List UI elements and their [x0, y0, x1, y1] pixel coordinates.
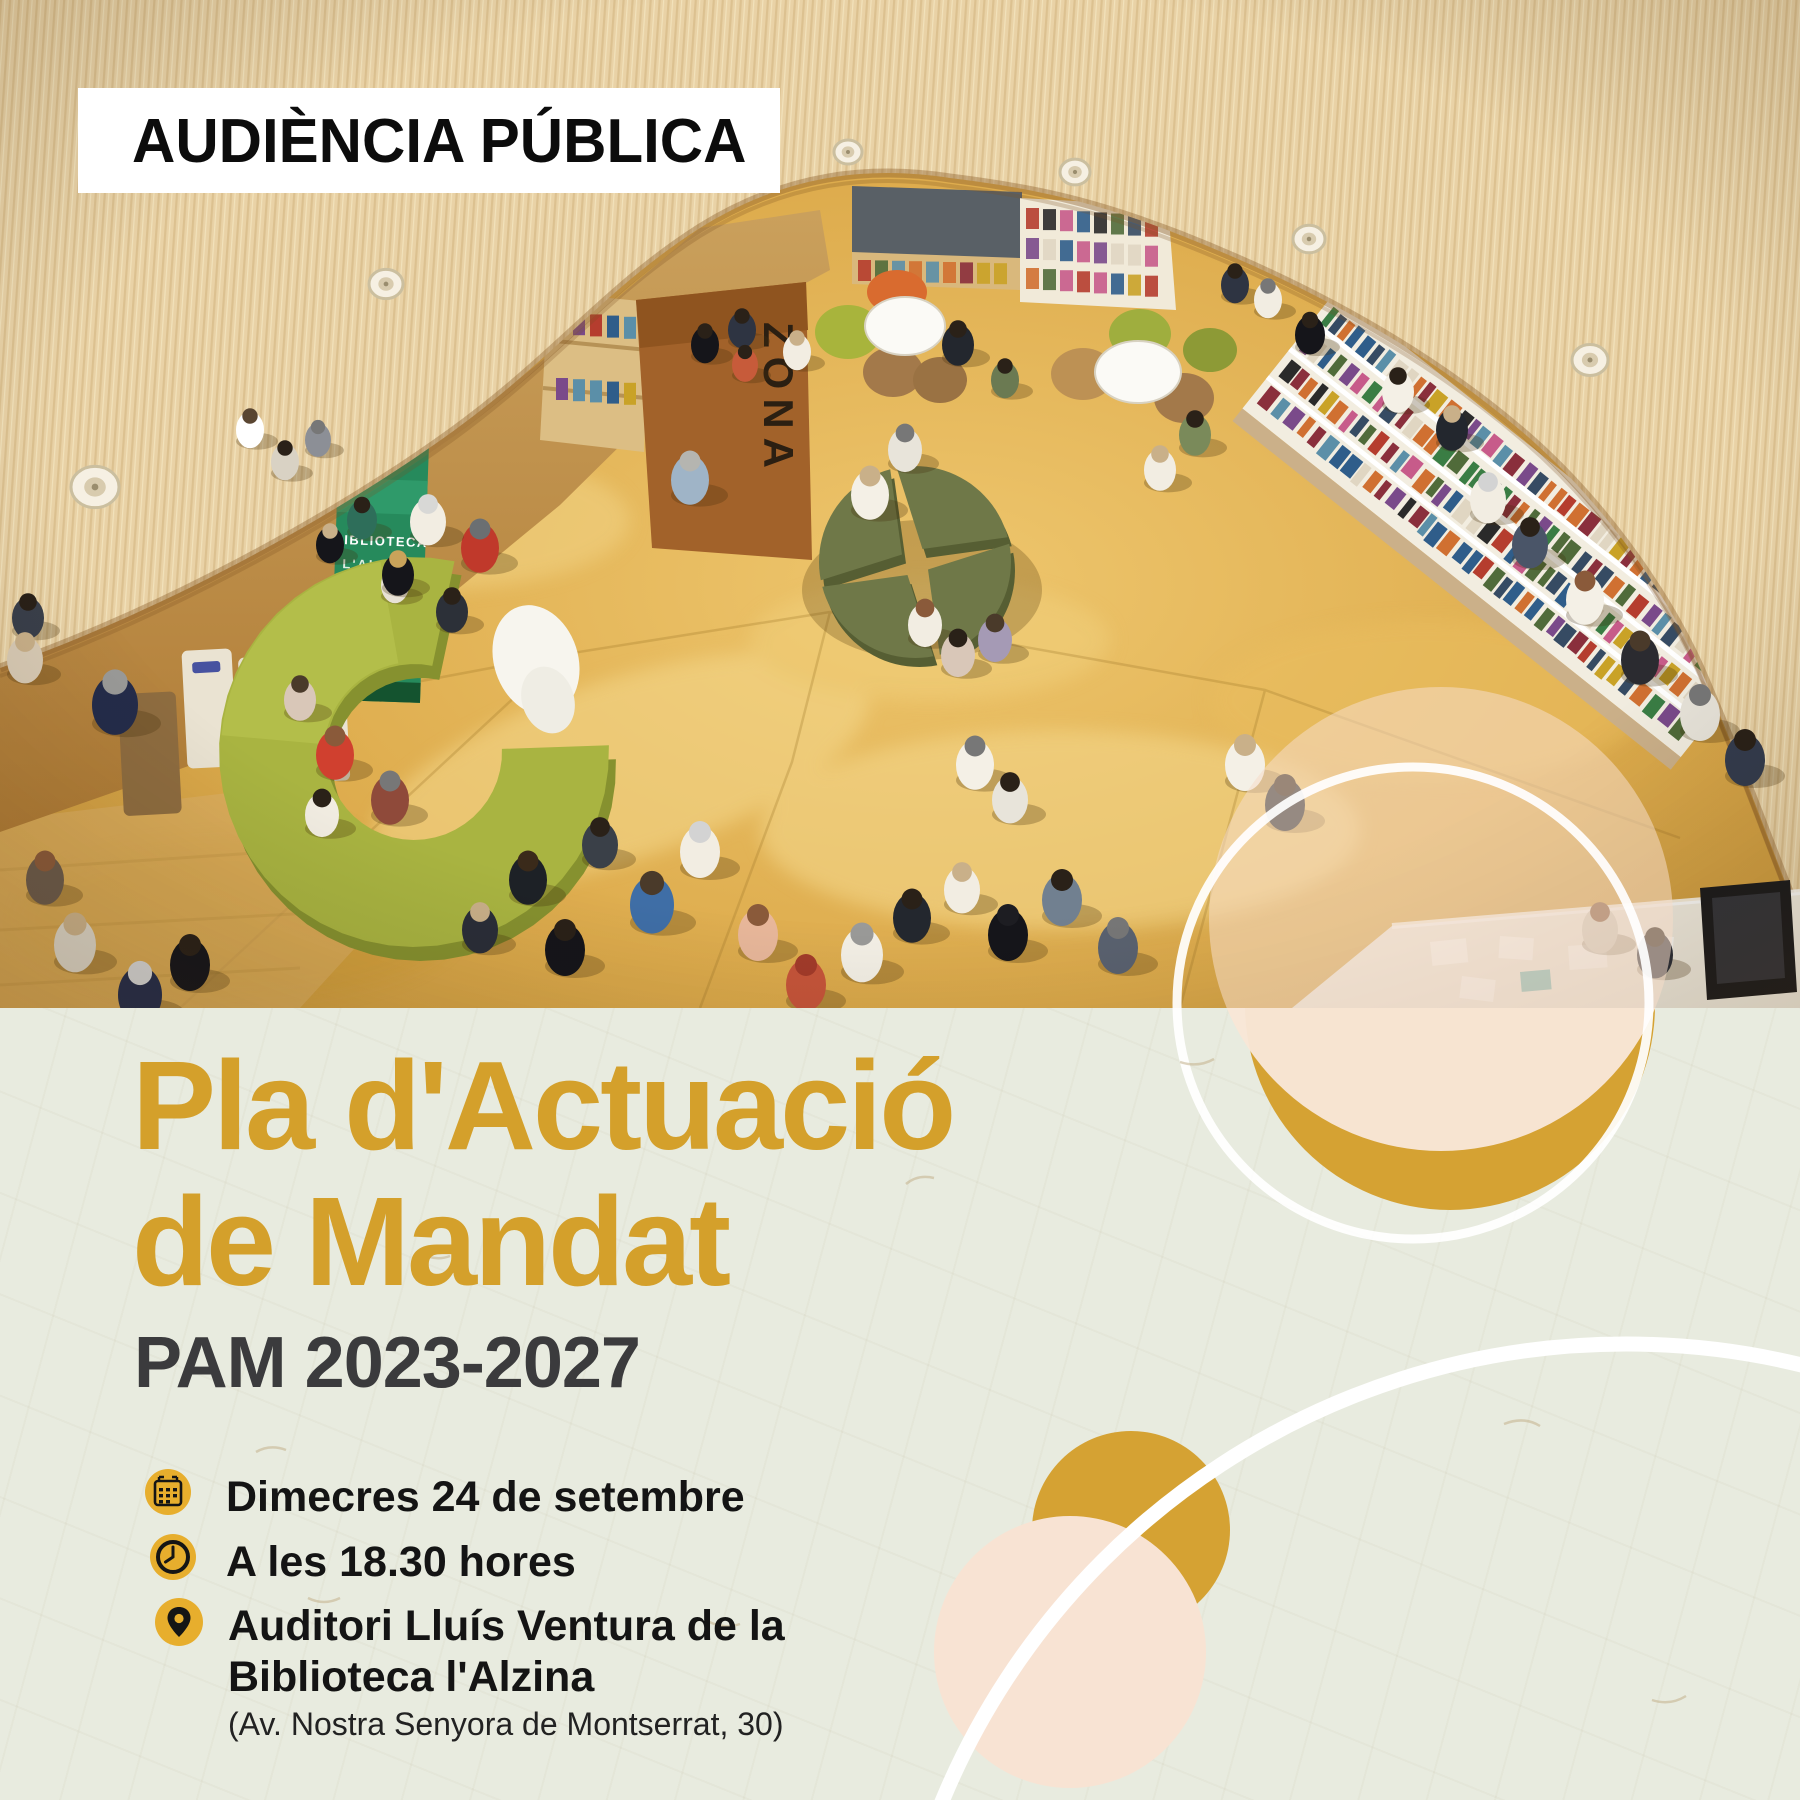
badge-label: AUDIÈNCIA PÚBLICA: [132, 105, 747, 176]
event-date: Dimecres 24 de setembre: [226, 1473, 745, 1521]
poster-title: [132, 1035, 954, 1313]
event-venue: [228, 1597, 785, 1743]
location-pin-icon: [154, 1597, 204, 1647]
title-line1: Pla d'Actuació: [132, 1035, 954, 1176]
event-venue-row: [154, 1597, 785, 1743]
event-time: A les 18.30 hores: [226, 1538, 576, 1586]
poster-subtitle: PAM 2023-2027: [134, 1323, 640, 1403]
event-time-row: [149, 1533, 576, 1588]
event-date-row: [144, 1468, 745, 1523]
venue-line2: Biblioteca l'Alzina: [228, 1652, 595, 1701]
venue-line1: Auditori Lluís Ventura de la: [228, 1602, 785, 1650]
clock-icon: [149, 1533, 197, 1581]
venue-address: (Av. Nostra Senyora de Montserrat, 30): [228, 1706, 784, 1743]
audiencia-publica-badge: [78, 88, 780, 193]
title-line2: de Mandat: [132, 1171, 729, 1313]
calendar-icon: [144, 1468, 192, 1516]
